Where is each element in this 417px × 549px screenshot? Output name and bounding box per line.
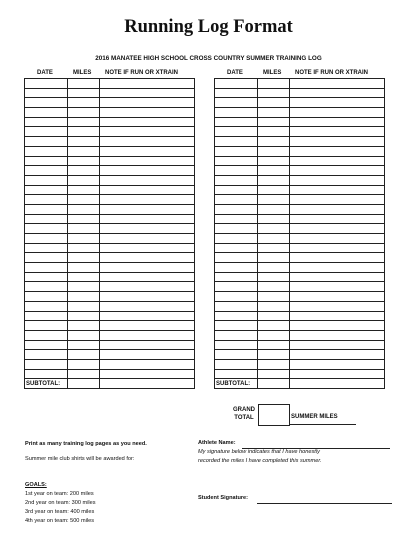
date-cell[interactable] [215, 204, 258, 214]
date-cell[interactable] [25, 253, 68, 263]
miles-cell[interactable] [258, 234, 290, 244]
note-cell[interactable] [100, 243, 195, 253]
note-cell[interactable] [100, 214, 195, 224]
note-cell[interactable] [290, 340, 385, 350]
document-title: Running Log Format [124, 17, 293, 37]
athlete-name-label: Athlete Name: [198, 440, 236, 446]
log-row [215, 253, 385, 263]
log-row [215, 301, 385, 311]
log-row [215, 137, 385, 147]
log-row [25, 204, 195, 214]
date-cell[interactable] [25, 214, 68, 224]
miles-cell[interactable] [258, 166, 290, 176]
miles-cell[interactable] [258, 204, 290, 214]
print-instructions: Print as many training log pages as you need. [25, 441, 147, 447]
note-cell[interactable] [100, 79, 195, 89]
log-row [25, 350, 195, 360]
date-cell[interactable] [215, 156, 258, 166]
goal-item: 4th year on team: 500 miles [25, 518, 95, 524]
goal-item: 1st year on team: 200 miles [25, 491, 94, 497]
miles-cell[interactable] [258, 311, 290, 321]
miles-cell[interactable] [68, 350, 100, 360]
student-signature-line[interactable] [257, 503, 392, 504]
log-row [25, 117, 195, 127]
miles-cell[interactable] [68, 282, 100, 292]
miles-cell[interactable] [68, 117, 100, 127]
miles-cell[interactable] [258, 108, 290, 118]
log-row [215, 79, 385, 89]
miles-cell[interactable] [68, 272, 100, 282]
log-row [25, 79, 195, 89]
note-cell[interactable] [290, 185, 385, 195]
log-row [215, 359, 385, 369]
miles-cell[interactable] [68, 156, 100, 166]
log-row [215, 98, 385, 108]
date-cell[interactable] [215, 146, 258, 156]
note-cell[interactable] [100, 359, 195, 369]
log-row [215, 224, 385, 234]
note-cell[interactable] [290, 224, 385, 234]
miles-cell[interactable] [68, 292, 100, 302]
column-headers [24, 68, 194, 78]
log-row [215, 195, 385, 205]
log-row [25, 214, 195, 224]
log-row [215, 321, 385, 331]
date-cell[interactable] [215, 263, 258, 273]
log-row [215, 330, 385, 340]
miles-cell[interactable] [258, 224, 290, 234]
date-cell[interactable] [215, 311, 258, 321]
date-cell[interactable] [25, 340, 68, 350]
miles-cell[interactable] [258, 98, 290, 108]
log-row [25, 185, 195, 195]
log-row [25, 253, 195, 263]
note-cell[interactable] [100, 321, 195, 331]
date-cell[interactable] [215, 108, 258, 118]
date-cell[interactable] [215, 214, 258, 224]
signature-statement-line1: My signature below indicates that I have honestly [198, 449, 320, 455]
note-cell[interactable] [290, 292, 385, 302]
note-cell[interactable] [290, 156, 385, 166]
date-cell[interactable] [215, 185, 258, 195]
note-cell[interactable] [290, 137, 385, 147]
note-cell[interactable] [100, 88, 195, 98]
miles-cell[interactable] [68, 88, 100, 98]
miles-cell[interactable] [68, 166, 100, 176]
miles-cell[interactable] [258, 88, 290, 98]
note-cell[interactable] [290, 108, 385, 118]
student-signature-label: Student Signature: [198, 495, 249, 501]
log-row [25, 340, 195, 350]
miles-cell[interactable] [258, 292, 290, 302]
miles-cell[interactable] [258, 127, 290, 137]
summer-miles-label: SUMMER MILES [291, 414, 338, 420]
note-cell[interactable] [100, 185, 195, 195]
log-row [25, 369, 195, 379]
log-row [25, 137, 195, 147]
goal-item: 2nd year on team: 300 miles [25, 500, 96, 506]
log-row [215, 185, 385, 195]
date-cell[interactable] [25, 108, 68, 118]
miles-cell[interactable] [68, 253, 100, 263]
note-cell[interactable] [100, 282, 195, 292]
log-row [215, 214, 385, 224]
log-row [215, 292, 385, 302]
miles-cell[interactable] [68, 214, 100, 224]
log-row [25, 98, 195, 108]
log-row [215, 234, 385, 244]
miles-cell[interactable] [68, 263, 100, 273]
log-row [215, 311, 385, 321]
note-cell[interactable] [100, 166, 195, 176]
note-cell[interactable] [290, 98, 385, 108]
date-cell[interactable] [25, 156, 68, 166]
note-cell[interactable] [290, 204, 385, 214]
note-cell[interactable] [100, 263, 195, 273]
note-cell[interactable] [290, 253, 385, 263]
miles-cell[interactable] [258, 350, 290, 360]
note-cell[interactable] [100, 292, 195, 302]
date-cell[interactable] [215, 282, 258, 292]
miles-cell[interactable] [68, 243, 100, 253]
log-row [215, 166, 385, 176]
log-row [25, 234, 195, 244]
log-row [25, 292, 195, 302]
log-row [25, 127, 195, 137]
log-row [25, 88, 195, 98]
log-row [25, 311, 195, 321]
miles-cell[interactable] [258, 253, 290, 263]
log-row [215, 350, 385, 360]
miles-cell[interactable] [258, 340, 290, 350]
log-row [25, 321, 195, 331]
log-row [215, 88, 385, 98]
date-cell[interactable] [25, 117, 68, 127]
date-cell[interactable] [215, 117, 258, 127]
note-cell[interactable] [100, 146, 195, 156]
subtotal-note-cell[interactable] [100, 379, 195, 389]
note-cell[interactable] [290, 234, 385, 244]
note-cell[interactable] [290, 263, 385, 273]
miles-cell[interactable] [68, 127, 100, 137]
note-cell[interactable] [290, 117, 385, 127]
log-row [25, 195, 195, 205]
log-row [25, 359, 195, 369]
log-row [25, 282, 195, 292]
note-cell[interactable] [100, 137, 195, 147]
miles-cell[interactable] [68, 224, 100, 234]
miles-cell[interactable] [68, 340, 100, 350]
subtotal-row [215, 379, 385, 389]
miles-cell[interactable] [258, 156, 290, 166]
miles-cell[interactable] [258, 282, 290, 292]
date-cell[interactable] [25, 166, 68, 176]
date-cell[interactable] [215, 369, 258, 379]
date-cell[interactable] [215, 175, 258, 185]
note-cell[interactable] [290, 79, 385, 89]
log-row [25, 330, 195, 340]
log-row [25, 175, 195, 185]
miles-cell[interactable] [258, 185, 290, 195]
log-row [215, 175, 385, 185]
date-cell[interactable] [25, 369, 68, 379]
note-cell[interactable] [100, 234, 195, 244]
miles-cell[interactable] [68, 175, 100, 185]
date-cell[interactable] [25, 272, 68, 282]
date-cell[interactable] [25, 330, 68, 340]
date-cell[interactable] [25, 292, 68, 302]
log-row [25, 146, 195, 156]
subtotal-row [25, 379, 195, 389]
date-cell[interactable] [25, 175, 68, 185]
log-row [215, 127, 385, 137]
note-cell[interactable] [100, 350, 195, 360]
date-cell[interactable] [25, 127, 68, 137]
date-cell[interactable] [25, 359, 68, 369]
date-cell[interactable] [25, 311, 68, 321]
subtotal-miles-cell[interactable] [258, 379, 290, 389]
note-cell[interactable] [290, 359, 385, 369]
miles-cell[interactable] [258, 175, 290, 185]
date-cell[interactable] [25, 234, 68, 244]
grand-total-box[interactable] [258, 404, 290, 426]
date-cell[interactable] [215, 321, 258, 331]
note-cell[interactable] [290, 214, 385, 224]
note-cell[interactable] [290, 166, 385, 176]
note-cell[interactable] [100, 340, 195, 350]
log-row [25, 301, 195, 311]
log-row [25, 166, 195, 176]
date-cell[interactable] [25, 204, 68, 214]
date-cell[interactable] [215, 127, 258, 137]
miles-cell[interactable] [68, 195, 100, 205]
note-cell[interactable] [100, 330, 195, 340]
miles-cell[interactable] [68, 311, 100, 321]
date-cell[interactable] [215, 234, 258, 244]
date-cell[interactable] [215, 224, 258, 234]
miles-cell[interactable] [68, 146, 100, 156]
date-cell[interactable] [25, 301, 68, 311]
date-cell[interactable] [25, 98, 68, 108]
note-cell[interactable] [100, 204, 195, 214]
miles-cell[interactable] [68, 79, 100, 89]
log-row [25, 263, 195, 273]
note-cell[interactable] [100, 195, 195, 205]
date-cell[interactable] [215, 330, 258, 340]
log-grid [214, 78, 385, 389]
miles-cell[interactable] [68, 185, 100, 195]
note-cell[interactable] [100, 301, 195, 311]
log-grid [24, 78, 195, 389]
column-header-date: DATE [37, 70, 53, 76]
miles-cell[interactable] [258, 195, 290, 205]
date-cell[interactable] [25, 146, 68, 156]
column-header-miles: MILES [263, 70, 282, 76]
note-cell[interactable] [290, 175, 385, 185]
date-cell[interactable] [215, 301, 258, 311]
note-cell[interactable] [100, 253, 195, 263]
log-row [215, 204, 385, 214]
date-cell[interactable] [25, 350, 68, 360]
signature-statement-line2: recorded the miles I have completed this summer. [198, 458, 322, 464]
date-cell[interactable] [215, 359, 258, 369]
note-cell[interactable] [100, 224, 195, 234]
note-cell[interactable] [290, 282, 385, 292]
note-cell[interactable] [100, 117, 195, 127]
note-cell[interactable] [290, 321, 385, 331]
miles-cell[interactable] [68, 108, 100, 118]
log-row [25, 272, 195, 282]
miles-cell[interactable] [68, 98, 100, 108]
note-cell[interactable] [290, 146, 385, 156]
note-cell[interactable] [290, 369, 385, 379]
miles-cell[interactable] [68, 321, 100, 331]
date-cell[interactable] [215, 253, 258, 263]
log-row [25, 156, 195, 166]
miles-cell[interactable] [258, 214, 290, 224]
subtotal-label: SUBTOTAL: [215, 379, 258, 389]
log-row [215, 117, 385, 127]
subtotal-label: SUBTOTAL: [25, 379, 68, 389]
log-row [215, 146, 385, 156]
date-cell[interactable] [215, 350, 258, 360]
miles-cell[interactable] [68, 301, 100, 311]
note-cell[interactable] [100, 108, 195, 118]
note-cell[interactable] [290, 272, 385, 282]
miles-cell[interactable] [258, 146, 290, 156]
column-header-note: NOTE IF RUN OR XTRAIN [105, 70, 178, 76]
log-row [215, 369, 385, 379]
note-cell[interactable] [290, 311, 385, 321]
log-row [25, 224, 195, 234]
note-cell[interactable] [100, 98, 195, 108]
miles-cell[interactable] [258, 321, 290, 331]
date-cell[interactable] [215, 88, 258, 98]
date-cell[interactable] [215, 340, 258, 350]
miles-cell[interactable] [258, 272, 290, 282]
note-cell[interactable] [290, 127, 385, 137]
document-subtitle: 2016 MANATEE HIGH SCHOOL CROSS COUNTRY SUMMER TRAINING LOG [95, 55, 322, 62]
log-row [215, 340, 385, 350]
date-cell[interactable] [215, 79, 258, 89]
miles-cell[interactable] [258, 117, 290, 127]
log-row [215, 243, 385, 253]
miles-cell[interactable] [258, 330, 290, 340]
date-cell[interactable] [25, 79, 68, 89]
date-cell[interactable] [215, 243, 258, 253]
log-row [25, 243, 195, 253]
miles-cell[interactable] [68, 359, 100, 369]
note-cell[interactable] [290, 88, 385, 98]
note-cell[interactable] [290, 243, 385, 253]
date-cell[interactable] [215, 137, 258, 147]
note-cell[interactable] [290, 195, 385, 205]
goals-heading: GOALS: [25, 482, 47, 488]
column-header-date: DATE [227, 70, 243, 76]
note-cell[interactable] [100, 175, 195, 185]
miles-cell[interactable] [68, 369, 100, 379]
miles-cell[interactable] [258, 79, 290, 89]
summer-miles-underline [290, 424, 356, 425]
miles-cell[interactable] [68, 234, 100, 244]
date-cell[interactable] [25, 195, 68, 205]
note-cell[interactable] [100, 369, 195, 379]
date-cell[interactable] [25, 137, 68, 147]
miles-cell[interactable] [258, 301, 290, 311]
date-cell[interactable] [25, 185, 68, 195]
note-cell[interactable] [290, 350, 385, 360]
date-cell[interactable] [25, 282, 68, 292]
date-cell[interactable] [25, 321, 68, 331]
log-row [25, 108, 195, 118]
note-cell[interactable] [100, 311, 195, 321]
note-cell[interactable] [100, 272, 195, 282]
column-header-miles: MILES [73, 70, 92, 76]
date-cell[interactable] [25, 243, 68, 253]
note-cell[interactable] [290, 301, 385, 311]
date-cell[interactable] [215, 292, 258, 302]
subtotal-miles-cell[interactable] [68, 379, 100, 389]
miles-cell[interactable] [68, 204, 100, 214]
date-cell[interactable] [215, 272, 258, 282]
note-cell[interactable] [100, 127, 195, 137]
log-table-left [24, 68, 195, 389]
miles-cell[interactable] [68, 137, 100, 147]
miles-cell[interactable] [258, 369, 290, 379]
log-row [215, 272, 385, 282]
date-cell[interactable] [25, 224, 68, 234]
note-cell[interactable] [100, 156, 195, 166]
log-row [215, 108, 385, 118]
log-row [215, 282, 385, 292]
log-table-right [214, 68, 385, 389]
grand-total-label: GRAND TOTAL [233, 407, 255, 421]
miles-cell[interactable] [258, 263, 290, 273]
miles-cell[interactable] [258, 359, 290, 369]
column-headers [214, 68, 384, 78]
subtotal-note-cell[interactable] [290, 379, 385, 389]
column-header-note: NOTE IF RUN OR XTRAIN [295, 70, 368, 76]
log-row [215, 156, 385, 166]
miles-cell[interactable] [68, 330, 100, 340]
shirts-text: Summer mile club shirts will be awarded for: [25, 456, 135, 462]
log-row [215, 263, 385, 273]
date-cell[interactable] [25, 263, 68, 273]
note-cell[interactable] [290, 330, 385, 340]
date-cell[interactable] [215, 166, 258, 176]
date-cell[interactable] [25, 88, 68, 98]
date-cell[interactable] [215, 195, 258, 205]
miles-cell[interactable] [258, 243, 290, 253]
date-cell[interactable] [215, 98, 258, 108]
miles-cell[interactable] [258, 137, 290, 147]
goal-item: 3rd year on team: 400 miles [25, 509, 95, 515]
